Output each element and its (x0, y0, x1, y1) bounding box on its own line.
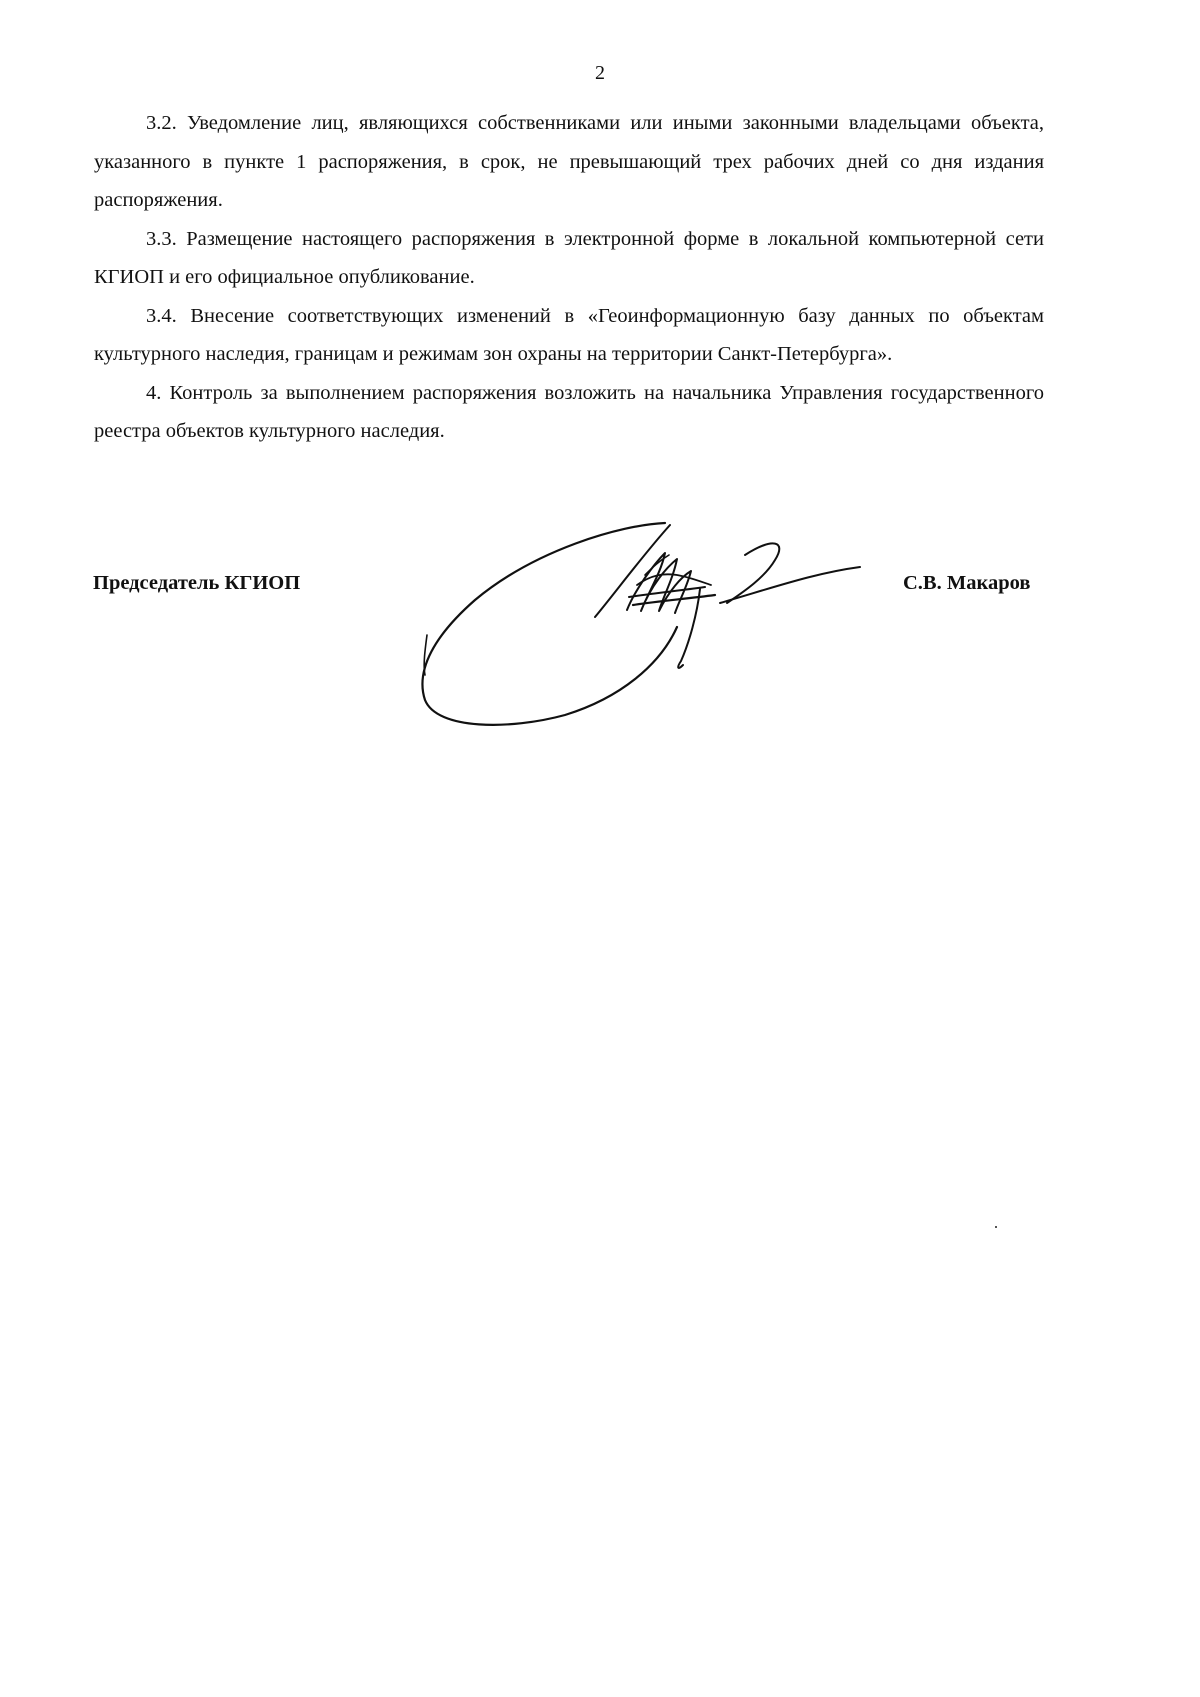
paragraph-3-4: 3.4. Внесение соответствующих изменений в «Геоинформационную базу данных по объектам культурного наследия, границам и режимам зон охраны на территории Санкт-Петербурга». (94, 304, 1044, 365)
signer-name: С.В. Макаров (903, 572, 1031, 594)
paragraph-3-3: 3.3. Размещение настоящего распоряжения в электронной форме в локальной компьютерной сети КГИОП и его официальное опубликование. (94, 227, 1044, 288)
handwritten-signature (415, 515, 875, 730)
signer-title: Председатель КГИОП (93, 572, 301, 594)
paragraph-4: 4. Контроль за выполнением распоряжения возложить на начальника Управления государственного реестра объектов культурного наследия. (94, 381, 1044, 442)
document-body (94, 104, 1044, 451)
paragraph-3-2: 3.2. Уведомление лиц, являющихся собственниками или иными законными владельцами объекта, указанного в пункте 1 распоряжения, в срок, не превышающий трех рабочих дней со дня издания распоряжения. (94, 112, 1044, 211)
scan-speck (995, 1226, 997, 1228)
page-number: 2 (595, 62, 605, 84)
